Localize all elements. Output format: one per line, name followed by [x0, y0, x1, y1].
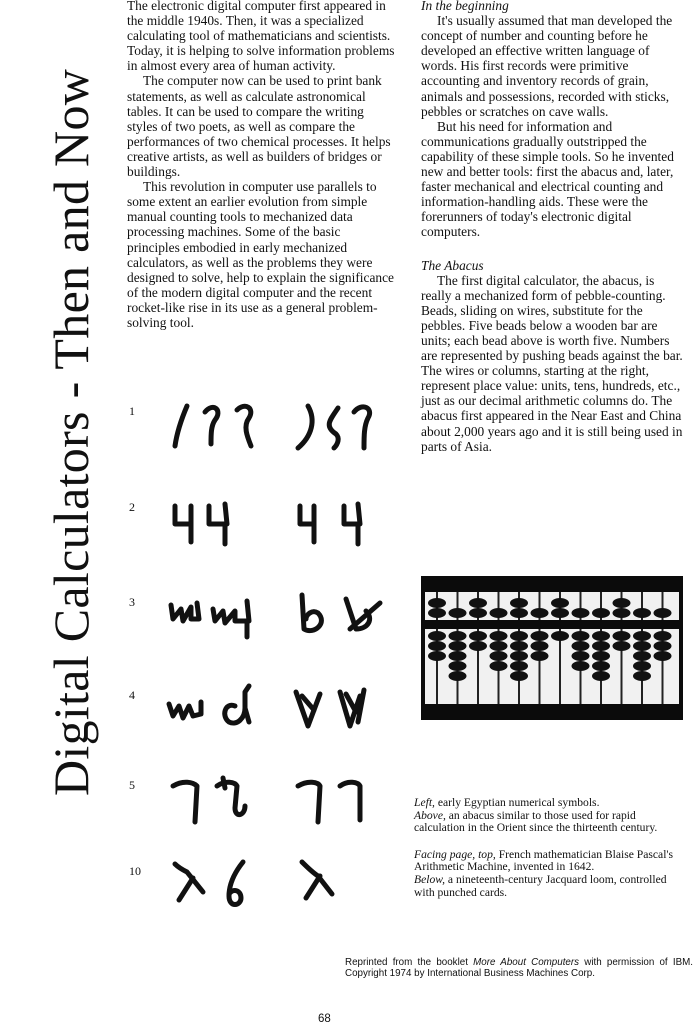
- heading-the-abacus: The Abacus: [421, 257, 484, 273]
- hieratic-numeral-icon: [290, 858, 400, 914]
- right-paragraph-2: But his need for information and communications gradually outstripped the capability of these simple tools. So he invented new and better tools: first the abacus and, later, faster mechanical and electrical counting and information-handling aids. These were the forerunners of today's electronic digital computers.: [421, 118, 674, 240]
- caption-above: Above, an abacus similar to those used for rapid calculation in the Orient since the thirteenth century.: [414, 808, 658, 835]
- numeral-label: 4: [129, 688, 135, 702]
- reprint-notice: Reprinted from the booklet More About Computers with permission of IBM. Copyright 1974 by International Business Machines Corp.: [345, 957, 693, 979]
- numeral-label: 10: [129, 864, 141, 878]
- hieratic-numeral-icon: [165, 772, 275, 828]
- hieratic-numeral-icon: [165, 398, 275, 454]
- hieratic-numeral-icon: [290, 682, 400, 738]
- numeral-row-10: [125, 864, 395, 924]
- page-number: 68: [318, 1013, 331, 1025]
- numeral-row-5: [125, 778, 395, 838]
- numeral-row-4: [125, 688, 395, 748]
- numeral-label: 5: [129, 778, 135, 792]
- abacus-photo: [421, 576, 683, 720]
- numeral-row-1: [125, 404, 395, 464]
- hieratic-numeral-icon: [290, 772, 400, 828]
- side-title: [0, 0, 99, 800]
- caption-facing-page: Facing page, top, French mathematician Blaise Pascal's Arithmetic Machine, invented in 1642.: [414, 847, 674, 874]
- numeral-row-3: [125, 595, 395, 655]
- hieratic-numeral-icon: [165, 682, 275, 738]
- booklet-title: More About Computers: [473, 957, 580, 968]
- hieratic-numeral-icon: [290, 494, 400, 550]
- left-paragraph-2: The computer now can be used to print bank statements, as well as calculate astronomical tables. It can be used to compare the writing styles of two poets, as well as compare the performances of two chemical processes. It helps creative artists, as well as builders of bridges or buildings.: [127, 73, 391, 180]
- side-title-text: Digital Calculators - Then and Now: [43, 68, 99, 796]
- numeral-label: 3: [129, 595, 135, 609]
- left-column: [127, 0, 395, 330]
- numeral-label: 2: [129, 500, 135, 514]
- left-paragraph-1: The electronic digital computer first appeared in the middle 1940s. Then, it was a specialized calculating tool of mathematicians and scientists. Today, it is helping to solve information problems in almost every area of human activity.: [127, 0, 395, 74]
- hieratic-numeral-icon: [165, 494, 275, 550]
- caption-left: Left, early Egyptian numerical symbols.: [414, 796, 600, 809]
- right-column: [421, 0, 683, 454]
- numeral-row-2: [125, 500, 395, 560]
- left-paragraph-3: This revolution in computer use parallels to some extent an earlier evolution from simple manual counting tools to mechanized data processing machines. Some of the basic principles embodied in early mechanized calculators, as well as the problems they were designed to solve, help to explain the significance of the modern digital computer and the recent rocket-like rise in its use as a general problem-solving tool.: [127, 179, 394, 330]
- right-paragraph-1: It's usually assumed that man developed the concept of number and counting before he developed an effective written language of words. His first records were primitive accounting and inventory records of grain, animals and possessions, recorded with sticks, pebbles or scratches on cave walls.: [421, 13, 673, 119]
- numeral-label: 1: [129, 404, 135, 418]
- hieratic-numeral-icon: [165, 858, 275, 914]
- heading-in-the-beginning: In the beginning: [421, 0, 509, 13]
- hieratic-numeral-icon: [165, 589, 275, 645]
- hieratic-numeral-icon: [290, 589, 400, 645]
- caption-below: Below, a nineteenth-century Jacquard loom, controlled with punched cards.: [414, 872, 667, 899]
- hieratic-numeral-icon: [290, 398, 400, 454]
- right-paragraph-3: The first digital calculator, the abacus, is really a mechanized form of pebble-counting. Beads, sliding on wires, substitute for the pebbles. Five beads below a wooden bar are units; each bead above is worth five. Numbers are represented by pushing beads against the bar. The wires or columns, starting at the right, represent place value: units, tens, hundreds, etc., just as our decimal arithmetic columns do. The abacus first appeared in the Near East and China about 2,000 years ago and it is still being used in parts of Asia.: [421, 272, 683, 454]
- figure-caption: [414, 797, 684, 899]
